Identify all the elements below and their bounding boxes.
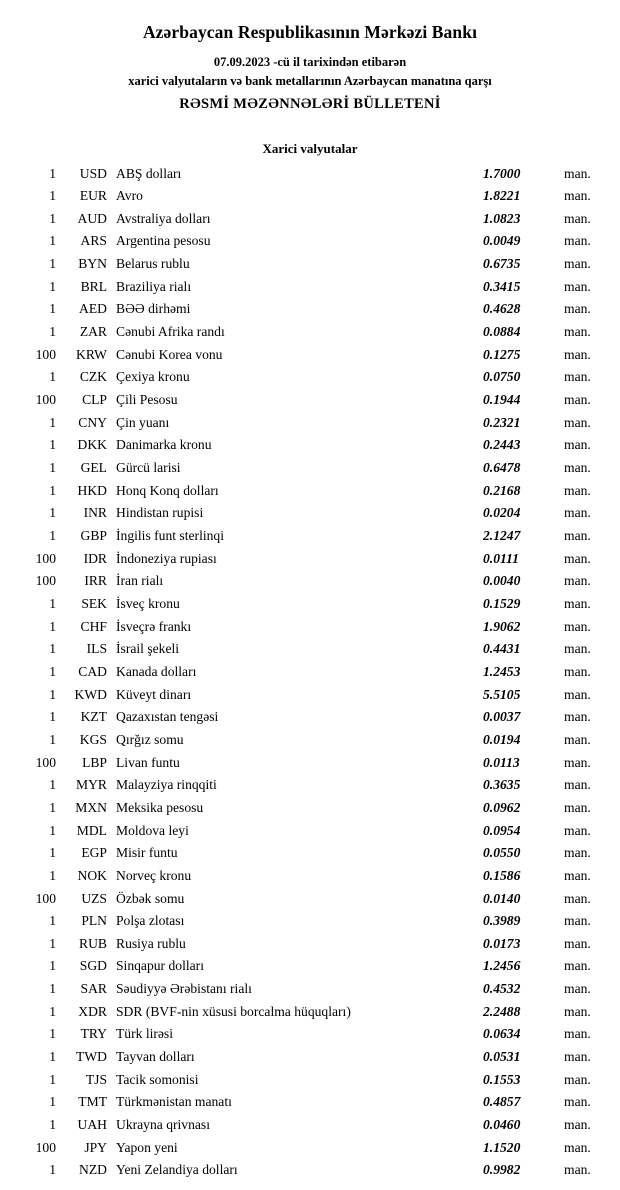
currency-rate: 0.4628: [483, 301, 521, 317]
currency-code: ILS: [86, 641, 107, 657]
table-row: [14, 253, 606, 276]
currency-name: Çexiya kronu: [116, 369, 190, 385]
currency-unit: man.: [564, 890, 591, 906]
table-row: [14, 638, 606, 661]
currency-rate: 0.1529: [483, 595, 521, 611]
currency-code: EGP: [81, 845, 107, 861]
currency-name: Kanada dolları: [116, 663, 197, 679]
currency-unit: man.: [564, 437, 591, 453]
table-row: [14, 706, 606, 729]
currency-name: Səudiyyə Ərəbistanı rialı: [116, 981, 252, 997]
table-row: [14, 978, 606, 1001]
currency-quantity: 1: [49, 731, 56, 747]
table-row: [14, 593, 606, 616]
table-row: [14, 1114, 606, 1137]
currency-unit: man.: [564, 573, 591, 589]
table-row: [14, 955, 606, 978]
currency-unit: man.: [564, 1139, 591, 1155]
currency-code: UAH: [77, 1117, 107, 1133]
currency-quantity: 1: [49, 935, 56, 951]
currency-rate: 0.4857: [483, 1094, 521, 1110]
table-row: [14, 865, 606, 888]
table-row: [14, 1091, 606, 1114]
exchange-rates-body: [14, 163, 606, 1183]
currency-unit: man.: [564, 278, 591, 294]
currency-name: Rusiya rublu: [116, 935, 186, 951]
table-row: [14, 548, 606, 571]
currency-rate: 0.1586: [483, 867, 521, 883]
table-row: [14, 321, 606, 344]
table-row: [14, 888, 606, 911]
currency-unit: man.: [564, 845, 591, 861]
currency-rate: 0.6735: [483, 256, 521, 272]
currency-rate: 0.0962: [483, 799, 521, 815]
currency-rate: 2.1247: [483, 528, 521, 543]
currency-rate: 0.0550: [483, 845, 521, 861]
currency-quantity: 1: [49, 505, 56, 521]
currency-rate: 0.0140: [483, 890, 521, 906]
currency-unit: man.: [564, 1094, 591, 1110]
currency-quantity: 1: [49, 414, 56, 430]
currency-unit: man.: [564, 346, 591, 362]
table-row: [14, 570, 606, 593]
currency-code: LBP: [82, 754, 107, 770]
table-row: [14, 820, 606, 843]
currency-unit: man.: [564, 663, 591, 679]
currency-name: Livan funtu: [116, 754, 180, 770]
currency-rate: 0.0173: [483, 935, 521, 951]
subject-line: xarici valyutaların və bank metallarının Azərbaycan manatına qarşı: [128, 73, 492, 88]
currency-unit: man.: [564, 256, 591, 272]
currency-rate: 0.0531: [483, 1049, 521, 1065]
currency-name: Meksika pesosu: [116, 799, 204, 815]
table-row: [14, 774, 606, 797]
currency-name: İran rialı: [116, 573, 164, 589]
currency-name: Türk lirəsi: [116, 1026, 174, 1042]
currency-unit: man.: [564, 777, 591, 793]
currency-code: SEK: [81, 595, 107, 611]
currency-quantity: 1: [49, 1162, 56, 1178]
currency-code: TWD: [76, 1049, 107, 1065]
currency-rate: 0.0634: [483, 1026, 521, 1042]
currency-unit: man.: [564, 528, 591, 543]
currency-name: Qırğız somu: [116, 731, 184, 747]
table-row: [14, 457, 606, 480]
table-row: [14, 412, 606, 435]
currency-name: Hindistan rupisi: [116, 505, 204, 521]
currency-rate: 0.4431: [483, 641, 521, 657]
currency-unit: man.: [564, 754, 591, 770]
table-row: [14, 842, 606, 865]
exchange-rates-table: [14, 163, 606, 1183]
currency-quantity: 1: [49, 278, 56, 294]
currency-quantity: 1: [49, 618, 56, 634]
currency-name: İndoneziya rupiası: [116, 550, 217, 566]
currency-rate: 0.0111: [483, 550, 519, 566]
table-row: [14, 276, 606, 299]
currency-code: TJS: [85, 1071, 107, 1087]
currency-quantity: 1: [49, 528, 56, 543]
currency-rate: 1.8221: [483, 188, 521, 204]
currency-unit: man.: [564, 1071, 591, 1087]
currency-quantity: 1: [49, 913, 56, 929]
currency-quantity: 1: [49, 437, 56, 453]
currency-code: CHF: [80, 618, 107, 634]
table-row: [14, 1137, 606, 1160]
currency-quantity: 100: [35, 573, 56, 589]
currency-quantity: 1: [49, 777, 56, 793]
currency-code: CAD: [78, 663, 107, 679]
currency-name: Tayvan dolları: [116, 1049, 195, 1065]
currency-unit: man.: [564, 822, 591, 838]
currency-code: BYN: [78, 256, 107, 272]
currency-code: BRL: [80, 278, 107, 294]
page-title: Azərbaycan Respublikasının Mərkəzi Bankı: [142, 22, 478, 42]
currency-quantity: 1: [49, 1094, 56, 1110]
table-row: [14, 1046, 606, 1069]
currency-unit: man.: [564, 188, 591, 204]
currency-rate: 0.0194: [483, 731, 521, 747]
currency-quantity: 100: [35, 890, 56, 906]
table-row: [14, 910, 606, 933]
currency-name: Ukrayna qrivnası: [116, 1117, 210, 1133]
currency-code: HKD: [77, 482, 107, 498]
currency-unit: man.: [564, 1117, 591, 1133]
currency-rate: 0.0954: [483, 822, 521, 838]
currency-code: CZK: [79, 369, 107, 385]
currency-rate: 0.0040: [483, 573, 521, 589]
currency-rate: 1.0823: [483, 210, 521, 226]
currency-quantity: 1: [49, 981, 56, 997]
currency-quantity: 1: [49, 165, 56, 181]
currency-quantity: 1: [49, 1049, 56, 1065]
currency-name: ABŞ dolları: [116, 165, 182, 181]
currency-name: Çili Pesosu: [116, 392, 178, 408]
currency-rate: 0.2168: [483, 482, 521, 498]
currency-rate: 0.6478: [483, 460, 521, 476]
currency-name: Honq Konq dolları: [116, 482, 219, 498]
currency-name: Malayziya rinqqiti: [116, 777, 217, 793]
currency-name: Gürcü larisi: [116, 460, 181, 476]
currency-rate: 1.7000: [483, 165, 521, 181]
currency-name: Qazaxıstan tengəsi: [116, 709, 219, 725]
currency-rate: 0.0204: [483, 505, 521, 521]
currency-code: KWD: [74, 686, 107, 702]
currency-name: Polşa zlotası: [116, 913, 185, 929]
currency-name: Avstraliya dolları: [116, 210, 211, 226]
currency-quantity: 1: [49, 233, 56, 249]
currency-code: GEL: [80, 460, 107, 476]
currency-quantity: 1: [49, 822, 56, 838]
currency-name: İsveçrə frankı: [116, 618, 192, 634]
currency-code: GBP: [80, 528, 107, 543]
currency-code: ARS: [80, 233, 107, 249]
currency-unit: man.: [564, 618, 591, 634]
currency-code: TMT: [78, 1094, 107, 1110]
currency-code: CNY: [78, 414, 107, 430]
currency-quantity: 100: [35, 392, 56, 408]
currency-quantity: 100: [35, 754, 56, 770]
currency-rate: 0.3989: [483, 913, 521, 929]
currency-code: MDL: [76, 822, 107, 838]
currency-code: NOK: [77, 867, 107, 883]
currency-name: Sinqapur dolları: [116, 958, 204, 974]
currency-name: İsveç kronu: [116, 595, 180, 611]
currency-unit: man.: [564, 641, 591, 657]
currency-rate: 0.4532: [483, 981, 521, 997]
currency-name: Tacik somonisi: [116, 1071, 199, 1087]
currency-name: Avro: [116, 188, 143, 204]
currency-quantity: 100: [35, 550, 56, 566]
currency-quantity: 1: [49, 867, 56, 883]
table-row: [14, 366, 606, 389]
currency-rate: 1.2456: [483, 958, 521, 974]
currency-unit: man.: [564, 799, 591, 815]
currency-rate: 0.0750: [483, 369, 521, 385]
currency-unit: man.: [564, 709, 591, 725]
currency-quantity: 1: [49, 1026, 56, 1042]
currency-code: ZAR: [79, 324, 107, 340]
currency-rate: 0.1944: [483, 392, 521, 408]
currency-unit: man.: [564, 505, 591, 521]
table-row: [14, 684, 606, 707]
currency-code: KZT: [80, 709, 107, 725]
table-row: [14, 502, 606, 525]
currency-unit: man.: [564, 935, 591, 951]
currency-name: Moldova leyi: [116, 822, 189, 838]
currency-unit: man.: [564, 414, 591, 430]
currency-unit: man.: [564, 981, 591, 997]
currency-name: Özbək somu: [116, 890, 185, 906]
table-row: [14, 1023, 606, 1046]
currency-quantity: 1: [49, 301, 56, 317]
currency-quantity: 1: [49, 256, 56, 272]
currency-code: RUB: [79, 935, 107, 951]
currency-unit: man.: [564, 958, 591, 974]
table-row: [14, 344, 606, 367]
currency-unit: man.: [564, 165, 591, 181]
currency-quantity: 1: [49, 799, 56, 815]
currency-rate: 0.9982: [483, 1162, 521, 1178]
currency-unit: man.: [564, 1162, 591, 1178]
currency-code: PLN: [81, 913, 107, 929]
currency-unit: man.: [564, 731, 591, 747]
currency-name: SDR (BVF-nin xüsusi borcalma hüquqları): [116, 1003, 351, 1019]
currency-name: Braziliya rialı: [116, 278, 192, 294]
currency-unit: man.: [564, 369, 591, 385]
currency-quantity: 1: [49, 1003, 56, 1019]
currency-rate: 1.9062: [483, 618, 521, 634]
currency-name: Çin yuanı: [116, 414, 170, 430]
table-row: [14, 661, 606, 684]
currency-quantity: 1: [49, 958, 56, 974]
currency-quantity: 1: [49, 663, 56, 679]
currency-rate: 0.0037: [483, 709, 521, 725]
currency-code: NZD: [79, 1162, 107, 1178]
currency-quantity: 1: [49, 1071, 56, 1087]
currency-code: JPY: [84, 1139, 107, 1155]
table-row: [14, 298, 606, 321]
currency-quantity: 1: [49, 709, 56, 725]
currency-unit: man.: [564, 1026, 591, 1042]
bulletin-heading: RƏSMİ MƏZƏNNƏLƏRİ BÜLLETENİ: [179, 95, 441, 112]
table-row: [14, 389, 606, 412]
currency-code: AUD: [77, 210, 107, 226]
currency-quantity: 1: [49, 686, 56, 702]
currency-code: CLP: [82, 392, 107, 408]
currency-code: AED: [79, 301, 107, 317]
currency-unit: man.: [564, 210, 591, 226]
currency-rate: 0.3635: [483, 777, 521, 793]
table-row: [14, 230, 606, 253]
currency-name: Belarus rublu: [116, 256, 190, 272]
currency-code: INR: [83, 505, 107, 521]
currency-code: EUR: [79, 188, 107, 204]
currency-name: Cənubi Korea vonu: [116, 346, 223, 362]
currency-rate: 0.0049: [483, 233, 521, 249]
currency-rate: 0.2321: [483, 414, 521, 430]
effective-date-line: 07.09.2023 -cü il tarixindən etibarən: [213, 55, 407, 69]
currency-unit: man.: [564, 686, 591, 702]
currency-rate: 2.2488: [483, 1003, 521, 1019]
currency-unit: man.: [564, 392, 591, 408]
currency-unit: man.: [564, 460, 591, 476]
currency-unit: man.: [564, 233, 591, 249]
currency-quantity: 1: [49, 641, 56, 657]
table-row: [14, 480, 606, 503]
table-row: [14, 525, 606, 548]
currency-name: Danimarka kronu: [116, 437, 212, 453]
currency-unit: man.: [564, 867, 591, 883]
currency-code: SGD: [79, 958, 107, 974]
currency-code: IDR: [83, 550, 107, 566]
table-row: [14, 797, 606, 820]
currency-quantity: 1: [49, 595, 56, 611]
currency-name: BƏƏ dirhəmi: [116, 301, 191, 317]
currency-rate: 0.1553: [483, 1071, 521, 1087]
currency-name: Yeni Zelandiya dolları: [116, 1162, 238, 1178]
currency-code: SAR: [80, 981, 107, 997]
currency-rate: 0.0460: [483, 1117, 521, 1133]
table-row: [14, 1001, 606, 1024]
currency-name: Küveyt dinarı: [116, 686, 192, 702]
table-row: [14, 1069, 606, 1092]
table-row: [14, 434, 606, 457]
currency-name: Argentina pesosu: [116, 233, 211, 249]
table-row: [14, 616, 606, 639]
section-heading: Xarici valyutalar: [262, 140, 358, 156]
currency-rate: 5.5105: [483, 686, 521, 702]
currency-code: TRY: [80, 1026, 107, 1042]
currency-code: USD: [79, 165, 107, 181]
currency-quantity: 1: [49, 188, 56, 204]
currency-quantity: 1: [49, 369, 56, 385]
currency-name: İsrail şekeli: [116, 641, 180, 657]
table-row: [14, 208, 606, 231]
currency-unit: man.: [564, 913, 591, 929]
currency-quantity: 1: [49, 460, 56, 476]
currency-quantity: 1: [49, 324, 56, 340]
currency-code: MYR: [76, 777, 107, 793]
currency-code: UZS: [81, 890, 107, 906]
currency-rate: 0.1275: [483, 346, 521, 362]
table-row: [14, 729, 606, 752]
currency-name: Cənubi Afrika randı: [116, 324, 225, 340]
currency-rate: 1.1520: [483, 1139, 521, 1155]
currency-unit: man.: [564, 1003, 591, 1019]
currency-name: Yapon yeni: [116, 1139, 178, 1155]
currency-rate: 1.2453: [483, 663, 521, 679]
currency-quantity: 1: [49, 210, 56, 226]
currency-code: IRR: [84, 573, 107, 589]
table-row: [14, 185, 606, 208]
currency-unit: man.: [564, 482, 591, 498]
table-row: [14, 1159, 606, 1182]
currency-unit: man.: [564, 301, 591, 317]
currency-unit: man.: [564, 595, 591, 611]
currency-name: Norveç kronu: [116, 867, 192, 883]
currency-rate: 0.0884: [483, 324, 521, 340]
currency-name: Misir funtu: [116, 845, 178, 861]
table-row: [14, 163, 606, 186]
table-row: [14, 933, 606, 956]
currency-quantity: 1: [49, 1117, 56, 1133]
currency-quantity: 100: [35, 346, 56, 362]
currency-code: XDR: [78, 1003, 107, 1019]
currency-quantity: 1: [49, 482, 56, 498]
table-row: [14, 752, 606, 775]
currency-rate: 0.3415: [483, 278, 521, 294]
currency-code: KRW: [76, 346, 107, 362]
currency-rate: 0.0113: [483, 754, 520, 770]
currency-name: İngilis funt sterlinqi: [116, 528, 224, 543]
currency-code: DKK: [77, 437, 107, 453]
currency-code: MXN: [75, 799, 107, 815]
currency-quantity: 100: [35, 1139, 56, 1155]
currency-code: KGS: [79, 731, 107, 747]
currency-quantity: 1: [49, 845, 56, 861]
currency-rate: 0.2443: [483, 437, 521, 453]
currency-name: Türkmənistan manatı: [116, 1094, 232, 1110]
currency-unit: man.: [564, 550, 591, 566]
currency-unit: man.: [564, 324, 591, 340]
currency-unit: man.: [564, 1049, 591, 1065]
